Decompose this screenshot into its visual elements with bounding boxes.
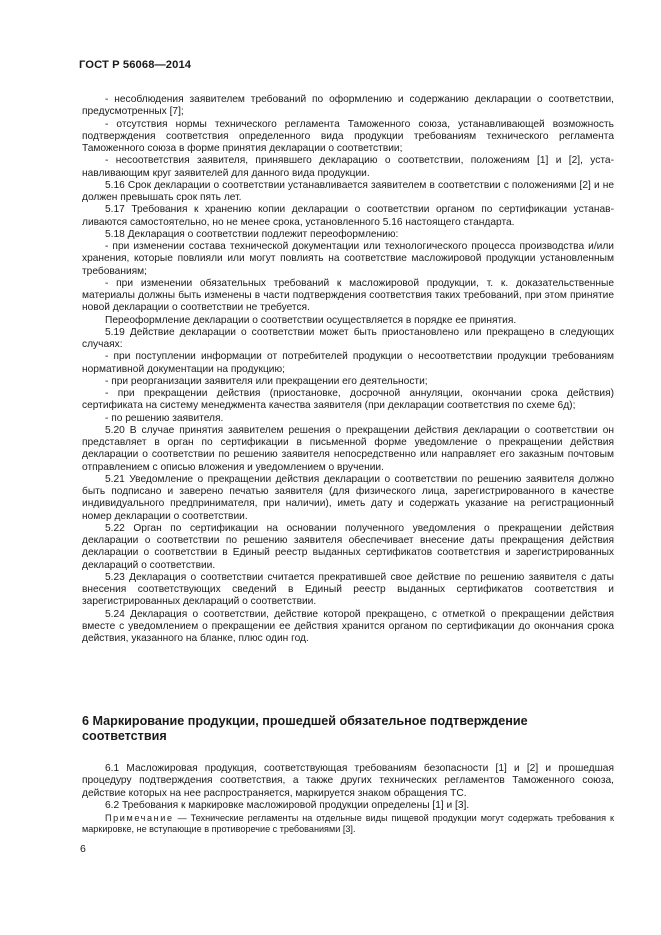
note-text: — Технические регламенты на отдельные виды пищевой продукции могут содержать требования к маркировке, не вступающие в противоречие с требованиями [3]. <box>82 813 614 835</box>
paragraph: - при реорганизации заявителя или прекращении его деятельности; <box>105 375 428 387</box>
section-5-body <box>82 94 614 645</box>
paragraph: 5.20 В случае принятия заявителем решения о прекращении действия декларации о соответствии он представляет в орган по сертификации в письменной форме уведомление о прекращении действия декларации о соответствии по решению заявителя непосредственно или направляет его заказным почтовым отправлением с описью вложения и уведомлением о вручении. <box>82 424 614 473</box>
page-number: 6 <box>80 843 86 855</box>
paragraph: 5.17 Требования к хранению копии декларации о соответствии органом по сертификации устанавливаются самостоятельно, но не менее срока, установленного 5.16 настоящего стандарта. <box>82 204 614 228</box>
paragraph: 5.23 Декларация о соответствии считается прекратившей свое действие по решению заявителя с даты внесения соответствующих сведений в Единый реестр выданных сертификатов соответствия и зарегистрированных деклараций о соответствии. <box>82 571 614 608</box>
note <box>82 813 614 835</box>
paragraph: 5.16 Срок декларации о соответствии устанавливается заявителем в соответствии с положениями [2] и не должен превышать срок пять лет. <box>82 179 614 203</box>
paragraph: - несоответствия заявителя, принявшего декларацию о соответствии, положениям [1] и [2], устанавливающим круг заявителей для данного вида продукции. <box>82 155 614 179</box>
paragraph: 6.1 Масложировая продукция, соответствующая требованиям безопасности [1] и [2] и прошедшая процедуру подтверждения соответствия, а также других технических регламентов Таможенного союза, действие которых на нее распространяется, маркируется знаком обращения ТС. <box>82 763 614 799</box>
section-6-body <box>82 763 614 812</box>
paragraph: - при изменении обязательных требований к масложировой продукции, т. к. доказательственные материалы должны быть изменены в части подтверждения соответствия таких требований, при этом принятие новой декларации о соответствии не требуется. <box>82 277 614 314</box>
paragraph: 5.19 Действие декларации о соответствии может быть приостановлено или прекращено в следующих случаях: <box>82 326 614 350</box>
paragraph: Переоформление декларации о соответствии осуществляется в порядке ее принятия. <box>105 314 517 326</box>
paragraph: - отсутствия нормы технического регламента Таможенного союза, устанавливающей возможность подтверждения соответствия определенного вида продукции требованиям технического регламента Таможенного союза в форме принятия декларации о соответствии; <box>82 118 614 154</box>
section-6-heading: 6 Маркирование продукции, прошедшей обязательное подтверждение соответствия <box>82 714 528 743</box>
paragraph: - несоблюдения заявителем требований по оформлению и содержанию декларации о соответствии, предусмотренных [7]; <box>82 94 614 118</box>
paragraph: 5.18 Декларация о соответствии подлежит переоформлению: <box>105 228 399 240</box>
paragraph: 5.22 Орган по сертификации на основании полученного уведомления о прекращении действия декларации о соответствии по решению заявителя обеспечивает внесение даты прекращения действия декларации о соответствии в Единый реестр выданных сертификатов соответствия и зарегистрированных деклараций о соответствии. <box>82 522 614 571</box>
paragraph: 5.21 Уведомление о прекращении действия декларации о соответствии по решению заявителя должно быть подписано и заверено печатью заявителя (для физического лица, зарегистрированного в качестве индивидуального предпринимателя, при наличии), иметь дату и содержать указание на регистрационный номер декларации о соответствии. <box>82 473 614 522</box>
paragraph: 5.24 Декларация о соответствии, действие которой прекращено, с отметкой о прекращении действия вместе с уведомлением о прекращении ее действия хранится органом по сертификации до окончания срока действия, указанного на бланке, плюс один год. <box>82 608 614 644</box>
paragraph: - при поступлении информации от потребителей продукции о несоответствии продукции требованиям нормативной документации на продукцию; <box>82 351 614 375</box>
note-label: Примечание <box>105 813 174 823</box>
note-paragraph <box>82 813 614 835</box>
paragraph: - по решению заявителя. <box>105 412 224 424</box>
document-header: ГОСТ Р 56068—2014 <box>79 59 192 71</box>
paragraph: 6.2 Требования к маркировке масложировой продукции определены [1] и [3]. <box>105 799 470 811</box>
paragraph: - при прекращении действия (приостановке, досрочной аннуляции, окончании срока действия) сертификата на систему менеджмента качества заявителя (при декларации соответствия по схеме 6д); <box>82 388 614 412</box>
paragraph: - при изменении состава технической документации или технологического процесса производства и/или хранения, которые повлияли или могут повлиять на соответствие масложировой продукции установленным требованиям; <box>82 241 614 277</box>
